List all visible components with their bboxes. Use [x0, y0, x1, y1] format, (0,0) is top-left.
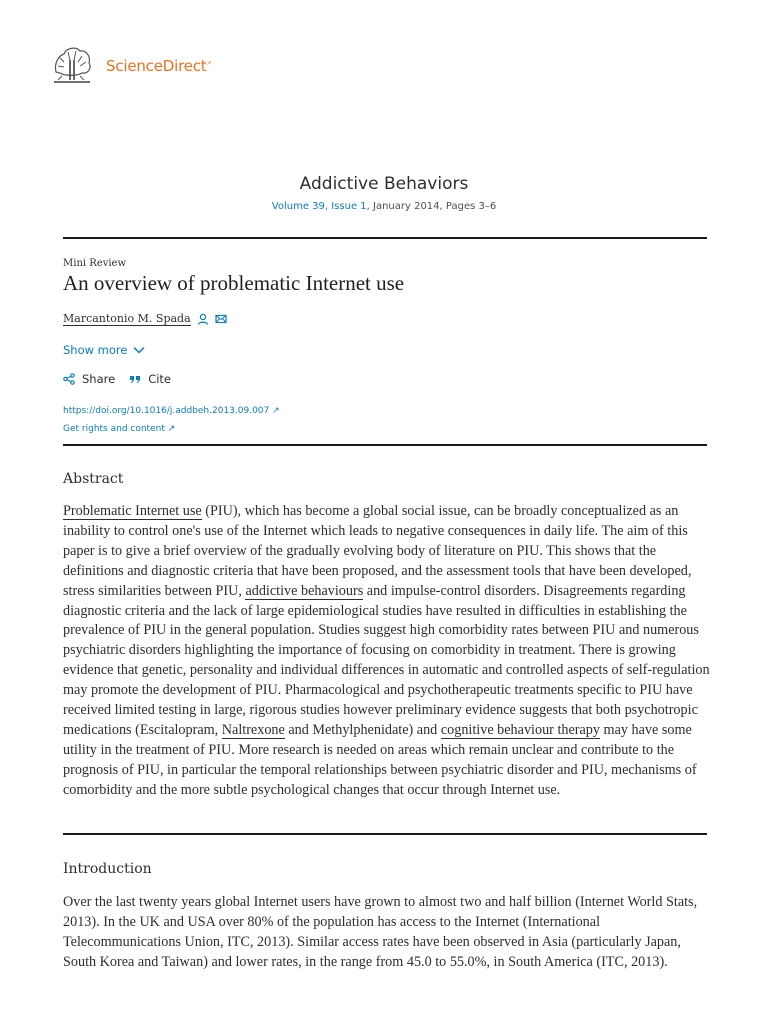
introduction-heading: Introduction — [63, 861, 152, 877]
elsevier-tree-icon — [50, 42, 94, 86]
email-icon[interactable] — [215, 313, 227, 325]
volume-issue-link[interactable]: Volume 39, Issue 1 — [271, 201, 367, 212]
quote-icon — [129, 373, 141, 385]
abstract-text-part: (PIU), which has become a global social issue, can be broadly conceptualized as an inability to control one's use of the Internet which leads to negative consequences in daily life. The aim of this paper is to give a brief overview of the gradually evolving body of literature on PIU. This shows that the definitions and diagnostic criteria that have been proposed, and the assessment tools that have been developed, stress similarities between PIU, — [63, 503, 692, 599]
external-link-icon: ↗ — [272, 406, 280, 416]
article-title: An overview of problematic Internet use — [63, 271, 405, 295]
rights-link[interactable]: Get rights and content ↗ — [63, 424, 176, 434]
problematic-internet-use-link[interactable]: Problematic Internet use — [63, 503, 202, 519]
divider — [63, 444, 707, 446]
cite-label: Cite — [148, 372, 171, 386]
abstract-text-part: may have some utility in the treatment of PIU. More research is needed on areas which remain unclear and contribute to the prognosis of PIU, in particular the temporal relationships between psychiatric disorder and PIU, mechanisms of comorbidity and the more subtle psychological changes that occur through Internet use. — [63, 721, 697, 798]
sciencedirect-logo[interactable] — [50, 42, 212, 86]
author-name[interactable]: Marcantonio M. Spada — [63, 312, 191, 325]
abstract-text-part: and Methylphenidate) and — [284, 721, 441, 738]
cite-button[interactable] — [129, 372, 171, 386]
share-icon — [63, 373, 75, 385]
brand-name: ScienceDirect↗ — [106, 57, 212, 75]
external-link-icon: ↗ — [167, 424, 176, 434]
abstract-text-part: and impulse-control disorders. Disagreements regarding diagnostic criteria and the lack of large epidemiological studies have resulted in difficulties in establishing the prevalence of PIU in the general population. Studies suggest high comorbidity rates between PIU and numerous psychiatric disorders highlighting the importance of focusing on comorbidity in treatment. There is growing evidence that genetic, personality and individual differences in automatic and controlled aspects of self-regulation may promote the development of PIU. Pharmacological and psychotherapeutic treatments specific to PIU have received limited testing in large, rigorous studies however preliminary evidence suggests that both psychotropic medications (Escitalopram, — [63, 582, 710, 738]
show-more-label: Show more — [63, 343, 128, 357]
doi-link[interactable]: https://doi.org/10.1016/j.addbeh.2013.09.007 ↗ — [63, 406, 280, 416]
share-label: Share — [82, 372, 116, 386]
author-row — [63, 312, 227, 326]
share-cite-row — [63, 372, 185, 386]
show-more-button[interactable] — [63, 343, 145, 357]
share-button[interactable] — [63, 372, 115, 386]
introduction-text: Over the last twenty years global Internet users have grown to almost two and half billion (Internet World Stats, 2013). In the UK and USA over 80% of the population has access to the Internet (International Telecommunications Union, ITC, 2013). Similar access rates have been observed in Asia (particularly Japan, South Korea and Taiwan) and lower rates, in the range from 45.0 to 55.0%, in South America (ITC, 2013). — [63, 894, 698, 970]
cognitive-behaviour-therapy-link[interactable]: cognitive behaviour therapy — [440, 721, 600, 738]
article-type: Mini Review — [63, 258, 127, 269]
abstract-text — [63, 502, 711, 801]
chevron-down-icon — [133, 346, 145, 354]
divider — [63, 237, 707, 239]
person-icon[interactable] — [197, 313, 209, 325]
journal-title[interactable]: Addictive Behaviors — [299, 174, 469, 194]
issue-info — [0, 201, 768, 212]
divider — [63, 833, 707, 835]
abstract-heading: Abstract — [63, 471, 124, 487]
issue-date-pages: , January 2014, Pages 3–6 — [366, 201, 497, 212]
addictive-behaviours-link[interactable]: addictive behaviours — [245, 582, 364, 599]
naltrexone-link[interactable]: Naltrexone — [221, 721, 285, 738]
